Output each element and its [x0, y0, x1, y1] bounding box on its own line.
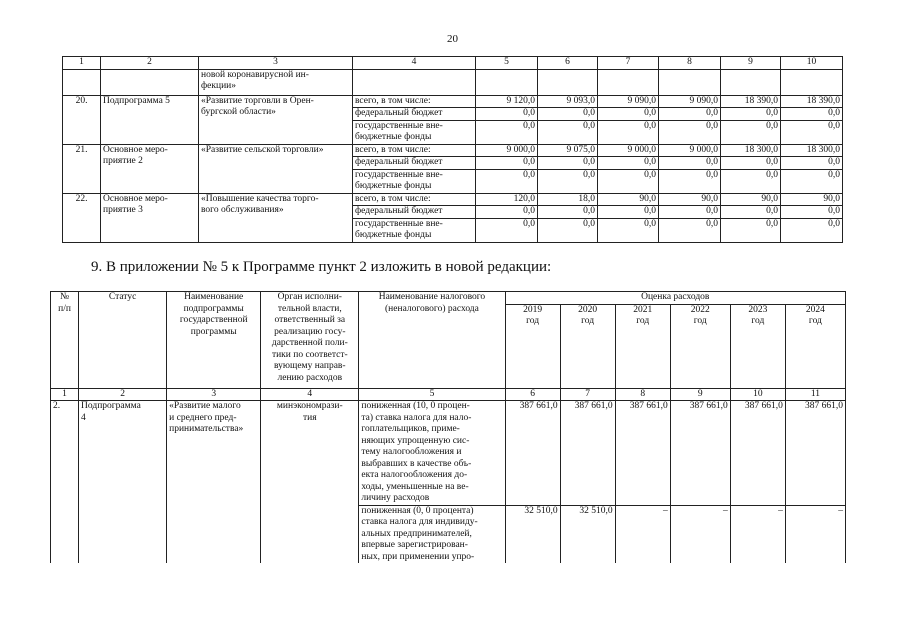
amount: 0,0: [659, 108, 721, 121]
amount: 0,0: [721, 120, 781, 144]
amount: 0,0: [659, 206, 721, 219]
column-number-row: [51, 388, 846, 401]
row-organ: минэкономрази- тия: [261, 401, 359, 564]
column-number-row: [63, 57, 843, 70]
amount: 18 300,0: [781, 144, 843, 157]
amount: 0,0: [781, 169, 843, 193]
amount: 0,0: [538, 218, 598, 242]
estimate-value: 387 661,0: [560, 401, 615, 506]
amount: 90,0: [598, 193, 659, 206]
amount: 0,0: [781, 157, 843, 170]
row-name: «Развитие малого и среднего пред- принимательства»: [167, 401, 261, 564]
funding-source: всего, в том числе:: [353, 144, 476, 157]
amount: 0,0: [598, 120, 659, 144]
amount: 0,0: [476, 108, 538, 121]
amount: 0,0: [721, 218, 781, 242]
amount: 0,0: [598, 218, 659, 242]
col-number: 3: [199, 57, 353, 70]
funding-source: государственные вне- бюджетные фонды: [353, 120, 476, 144]
estimate-value: 387 661,0: [615, 401, 670, 506]
row-number: 21.: [63, 144, 101, 193]
col-number: 10: [730, 388, 785, 401]
header-row: [51, 292, 846, 305]
amount: 18 390,0: [721, 95, 781, 108]
amount: 0,0: [781, 108, 843, 121]
funding-source: федеральный бюджет: [353, 157, 476, 170]
row-status: Основное меро- приятие 3: [101, 193, 199, 242]
col-number: 7: [560, 388, 615, 401]
amount: 0,0: [721, 206, 781, 219]
amount: 0,0: [721, 169, 781, 193]
year-header: 2020 год: [560, 304, 615, 388]
section-heading: 9. В приложении № 5 к Программе пункт 2 изложить в новой редакции:: [91, 259, 552, 275]
amount: 9 000,0: [659, 144, 721, 157]
row-name: «Развитие сельской торговли»: [199, 144, 353, 193]
header-subprogram: Наименование подпрограммы государственной программы: [167, 292, 261, 389]
amount: 9 120,0: [476, 95, 538, 108]
row-number: 20.: [63, 95, 101, 144]
col-number: 10: [781, 57, 843, 70]
header-organ: Орган исполни- тельной власти, ответственный за реализацию госу- дарственной поли- тики по соответст- вующему направ- лению расходов: [261, 292, 359, 389]
continuation-name: новой коронавирусной ин- фекции»: [199, 69, 353, 95]
amount: 0,0: [659, 218, 721, 242]
col-number: 8: [659, 57, 721, 70]
row-number: 2.: [51, 401, 79, 564]
amount: 0,0: [538, 157, 598, 170]
header-tax-expense: Наименование налогового (неналогового) расхода: [359, 292, 505, 389]
amount: 0,0: [659, 120, 721, 144]
estimate-value: 387 661,0: [670, 401, 730, 506]
amount: 0,0: [721, 108, 781, 121]
col-number: 3: [167, 388, 261, 401]
amount: 0,0: [598, 169, 659, 193]
col-number: 8: [615, 388, 670, 401]
table-row: [63, 95, 843, 108]
funding-source: государственные вне- бюджетные фонды: [353, 218, 476, 242]
row-status: Подпрограмма 5: [101, 95, 199, 144]
table-row: [51, 401, 846, 506]
estimate-value: –: [730, 505, 785, 563]
tax-expense-name: пониженная (10, 0 процен- та) ставка налога для нало- гоплательщиков, приме- няющих упрощенную сис- тему налогообложения и выбравших в качестве объ- екта налогообложения до- ходы, уменьшенные на ве- личину расходов: [359, 401, 505, 506]
col-number: 6: [538, 57, 598, 70]
funding-source: всего, в том числе:: [353, 95, 476, 108]
funding-source: федеральный бюджет: [353, 108, 476, 121]
amount: 0,0: [598, 206, 659, 219]
funding-source: государственные вне- бюджетные фонды: [353, 169, 476, 193]
row-status: Подпрограмма 4: [79, 401, 167, 564]
estimate-value: 387 661,0: [730, 401, 785, 506]
amount: 0,0: [721, 157, 781, 170]
header-estimate: Оценка расходов: [505, 292, 845, 305]
amount: 0,0: [476, 120, 538, 144]
amount: 18 300,0: [721, 144, 781, 157]
budget-table: [62, 56, 843, 243]
estimate-value: –: [670, 505, 730, 563]
year-header: 2019 год: [505, 304, 560, 388]
estimate-value: 32 510,0: [560, 505, 615, 563]
year-header: 2022 год: [670, 304, 730, 388]
estimate-value: –: [615, 505, 670, 563]
amount: 0,0: [476, 169, 538, 193]
col-number: 2: [79, 388, 167, 401]
amount: 90,0: [659, 193, 721, 206]
estimate-value: 387 661,0: [505, 401, 560, 506]
amount: 18,0: [538, 193, 598, 206]
amount: 0,0: [598, 157, 659, 170]
row-name: «Повышение качества торго- вого обслуживания»: [199, 193, 353, 242]
col-number: 6: [505, 388, 560, 401]
amount: 0,0: [781, 120, 843, 144]
amount: 0,0: [659, 157, 721, 170]
amount: 0,0: [538, 206, 598, 219]
amount: 9 000,0: [598, 144, 659, 157]
amount: 0,0: [781, 218, 843, 242]
table-row: [63, 193, 843, 206]
col-number: 5: [476, 57, 538, 70]
year-header: 2023 год: [730, 304, 785, 388]
amount: 120,0: [476, 193, 538, 206]
amount: 0,0: [538, 169, 598, 193]
amount: 90,0: [781, 193, 843, 206]
tax-expense-name: пониженная (0, 0 процента) ставка налога для индивиду- альных предпринимателей, впервые зарегистрирован- ных, при применении упро-: [359, 505, 505, 563]
table-row: [63, 144, 843, 157]
year-header: 2024 год: [785, 304, 845, 388]
estimate-value: 32 510,0: [505, 505, 560, 563]
row-number: 22.: [63, 193, 101, 242]
page-number: 20: [447, 33, 458, 45]
year-header: 2021 год: [615, 304, 670, 388]
row-status: Основное меро- приятие 2: [101, 144, 199, 193]
amount: 9 090,0: [659, 95, 721, 108]
col-number: 11: [785, 388, 845, 401]
amount: 18 390,0: [781, 95, 843, 108]
header-status: Статус: [79, 292, 167, 389]
col-number: 4: [261, 388, 359, 401]
col-number: 9: [670, 388, 730, 401]
funding-source: федеральный бюджет: [353, 206, 476, 219]
funding-source: всего, в том числе:: [353, 193, 476, 206]
amount: 0,0: [538, 108, 598, 121]
amount: 9 075,0: [538, 144, 598, 157]
amount: 9 093,0: [538, 95, 598, 108]
col-number: 5: [359, 388, 505, 401]
amount: 0,0: [476, 206, 538, 219]
amount: 9 000,0: [476, 144, 538, 157]
amount: 0,0: [598, 108, 659, 121]
col-number: 1: [63, 57, 101, 70]
amount: 0,0: [781, 206, 843, 219]
tax-expense-table: [50, 291, 846, 563]
col-number: 4: [353, 57, 476, 70]
header-num: № п/п: [51, 292, 79, 389]
col-number: 7: [598, 57, 659, 70]
col-number: 9: [721, 57, 781, 70]
col-number: 2: [101, 57, 199, 70]
amount: 0,0: [476, 157, 538, 170]
amount: 90,0: [721, 193, 781, 206]
continuation-row: [63, 69, 843, 95]
estimate-value: –: [785, 505, 845, 563]
amount: 0,0: [476, 218, 538, 242]
amount: 9 090,0: [598, 95, 659, 108]
row-name: «Развитие торговли в Орен- бургской области»: [199, 95, 353, 144]
amount: 0,0: [538, 120, 598, 144]
col-number: 1: [51, 388, 79, 401]
estimate-value: 387 661,0: [785, 401, 845, 506]
amount: 0,0: [659, 169, 721, 193]
